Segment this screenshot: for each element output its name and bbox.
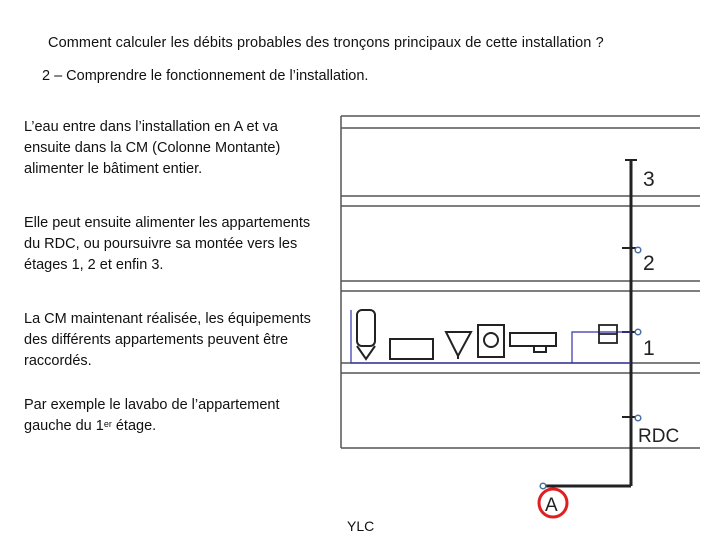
entry-point <box>539 489 567 517</box>
floor-label-2: 2 <box>643 252 655 275</box>
slide-title: Comment calculer les débits probables des tronçons principaux de cette installation ? <box>48 35 604 51</box>
first-floor-equipment <box>351 310 631 363</box>
water-heater-icon <box>357 310 375 359</box>
footer-author: YLC <box>347 518 375 534</box>
branch-pipe-feed <box>572 332 631 363</box>
node-icon <box>540 483 546 489</box>
floor-label-3: 3 <box>643 168 655 191</box>
floor-label-1: 1 <box>643 337 655 360</box>
tap-nodes <box>540 247 641 489</box>
floor-slabs <box>341 116 700 448</box>
entry-label: A <box>545 495 558 516</box>
bathtub-icon <box>390 339 433 359</box>
washbasin-icon <box>446 332 471 356</box>
washing-machine-icon <box>478 325 504 357</box>
rising-main <box>544 160 637 486</box>
example-text-end: étage. <box>111 418 157 434</box>
meter-icon <box>599 325 617 343</box>
floor-label-rdc: RDC <box>638 426 680 447</box>
node-icon <box>635 415 641 421</box>
example-superscript: er <box>103 419 112 429</box>
paragraph-entry: L’eau entre dans l’installation en A et va ensuite dans la CM (Colonne Montante) alimenter le bâtiment entier. <box>24 119 281 177</box>
branch-pipe <box>351 310 631 363</box>
node-icon <box>635 247 641 253</box>
slide-subtitle: 2 – Comprendre le fonctionnement de l’installation. <box>42 68 369 84</box>
sink-icon <box>510 333 556 352</box>
node-icon <box>635 329 641 335</box>
paragraph-equipment: La CM maintenant réalisée, les équipements des différents appartements peuvent être raccordés. <box>24 311 311 369</box>
example-text: Par exemple le lavabo de l’appartement gauche du 1 <box>24 397 280 434</box>
paragraph-floors: Elle peut ensuite alimenter les appartements du RDC, ou poursuivre sa montée vers les étages 1, 2 et enfin 3. <box>24 215 311 273</box>
